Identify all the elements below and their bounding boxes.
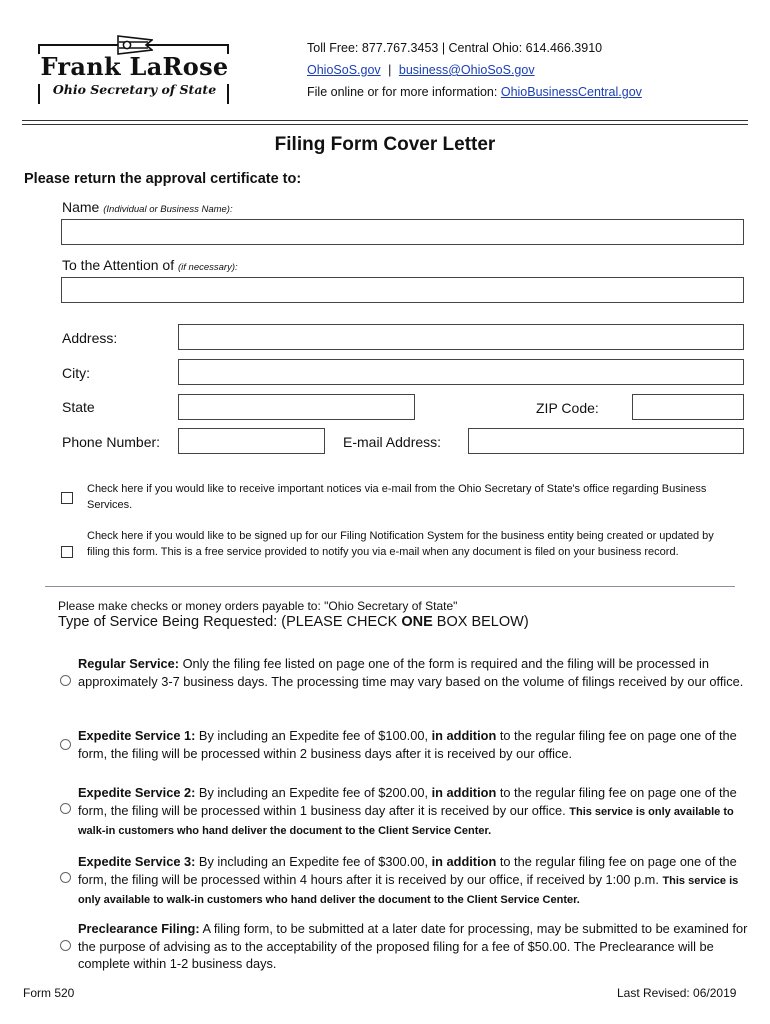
attention-hint: (if necessary): <box>177 262 238 273</box>
return-heading: Please return the approval certificate to: <box>24 171 302 187</box>
preclearance-radio[interactable] <box>60 940 71 951</box>
service-title: Expedite Service 1: <box>78 728 196 743</box>
service-title: Expedite Service 3: <box>78 854 196 869</box>
website-link[interactable]: OhioSoS.gov <box>307 63 381 77</box>
walk-in-note: This service is only available to walk-in customers who hand deliver the document to the Client Service Center. <box>78 805 734 837</box>
preclearance-text: Preclearance Filing: A filing form, to be submitted at a later date for processing, may be submitted to be examined for the purpose of advising as to the acceptability of the proposed filing for a fee of $50.00. The Preclearance will be complete within 1-2 business days. <box>78 921 748 971</box>
service-heading-bold: ONE <box>401 614 433 630</box>
phone-label: Phone Number: <box>62 434 161 450</box>
expedite-2-text: Expedite Service 2: By including an Expedite fee of $200.00, in addition to the regular filing fee on page one of the form, the filing will be processed within 1 business day after it is received by our office. This service is only available to walk-in customers who hand deliver the document to the Client Service Center. <box>78 785 737 837</box>
email-label: E-mail Address: <box>343 434 442 450</box>
city-field[interactable] <box>178 359 744 385</box>
business-central-link[interactable]: OhioBusinessCentral.gov <box>500 85 642 99</box>
zip-label: ZIP Code: <box>536 400 599 416</box>
service-heading-post: BOX BELOW) <box>432 614 529 630</box>
service-title: Expedite Service 2: <box>78 785 196 800</box>
email-link[interactable]: business@OhioSoS.gov <box>398 63 535 77</box>
section-divider <box>45 586 735 587</box>
state-label: State <box>62 399 95 415</box>
city-label: City: <box>62 365 90 381</box>
phone-field[interactable] <box>178 428 325 454</box>
separator: | <box>388 63 392 77</box>
email-notices-text: Check here if you would like to receive important notices via e-mail from the Ohio Secretary of State's office regarding Business Services. <box>87 483 707 511</box>
filing-notification-checkbox[interactable] <box>61 546 73 558</box>
contact-links <box>307 63 535 77</box>
service-title: Preclearance Filing: <box>78 921 200 936</box>
name-label: Name <box>62 199 100 215</box>
expedite-1-text: Expedite Service 1: By including an Expedite fee of $100.00, in addition to the regular filing fee on page one of the form, the filing will be processed within 2 business days after it is received by our office. <box>78 728 737 761</box>
expedite-3-text: Expedite Service 3: By including an Expedite fee of $300.00, in addition to the regular filing fee on page one of the form, the filing will be processed within 4 hours after it is received by our office, if received by 1:00 p.m. This service is only available to walk-in customers who hand deliver the document to the Client Service Center. <box>78 854 739 906</box>
address-label: Address: <box>62 330 118 346</box>
logo-name: Frank LaRose <box>40 52 229 81</box>
logo-subtitle: Ohio Secretary of State <box>52 82 217 97</box>
attention-field[interactable] <box>61 277 744 303</box>
attention-label-group <box>62 257 238 273</box>
last-revised: Last Revised: 06/2019 <box>617 986 737 1000</box>
service-heading-pre: Type of Service Being Requested: (PLEASE CHECK <box>58 614 402 630</box>
attention-label: To the Attention of <box>62 257 175 273</box>
online-prefix: File online or for more information: <box>307 85 501 99</box>
regular-service-radio[interactable] <box>60 675 71 686</box>
walk-in-note: This service is only available to walk-in customers who hand deliver the document to the Client Service Center. <box>78 874 739 906</box>
service-heading <box>58 614 529 630</box>
expedite-1-radio[interactable] <box>60 739 71 750</box>
name-field[interactable] <box>61 219 744 245</box>
name-label-group <box>62 199 233 215</box>
form-number: Form 520 <box>23 986 75 1000</box>
email-field[interactable] <box>468 428 744 454</box>
service-title: Regular Service: <box>78 656 180 671</box>
expedite-3-radio[interactable] <box>60 872 71 883</box>
regular-service-text: Regular Service: Only the filing fee listed on page one of the form is required and the filing will be processed in approximately 3-7 business days. The processing time may vary based on the volume of filings received by our office. <box>78 656 744 689</box>
header-rule-1 <box>22 120 748 121</box>
contact-online <box>307 85 642 99</box>
form-title: Filing Form Cover Letter <box>274 134 496 155</box>
zip-field[interactable] <box>632 394 744 420</box>
payable-note: Please make checks or money orders payable to: "Ohio Secretary of State" <box>58 599 458 613</box>
email-notices-checkbox[interactable] <box>61 492 73 504</box>
name-hint: (Individual or Business Name): <box>103 204 233 215</box>
expedite-2-radio[interactable] <box>60 803 71 814</box>
filing-notification-text: Check here if you would like to be signed up for our Filing Notification System for the business entity being created or updated by filing this form. This is a free service provided to notify you via e-mail when any document is filed on your business record. <box>87 530 714 558</box>
contact-phones: Toll Free: 877.767.3453 | Central Ohio: 614.466.3910 <box>307 41 603 55</box>
state-field[interactable] <box>178 394 415 420</box>
header-rule-2 <box>22 124 748 125</box>
address-field[interactable] <box>178 324 744 350</box>
